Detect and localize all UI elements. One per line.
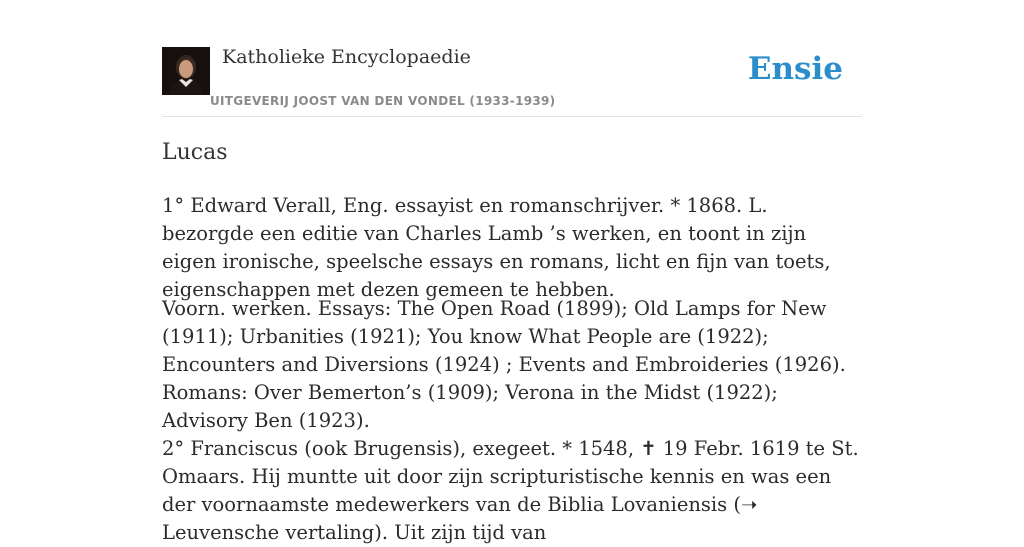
article-paragraph: 2° Franciscus (ook Brugensis), exegeet. * 1548, ✝ 19 Febr. 1619 te St. Omaars. Hij muntte uit door zijn scripturistische kennis en was een der voornaamste medewerkers van de Biblia Lovaniensis (➝ Leuvensche vertaling). Uit zijn tijd van [162,437,859,544]
publication-name[interactable]: Katholieke Encyclopaedie [222,46,471,68]
article-paragraph: Voorn. werken. Essays: The Open Road (1899); Old Lamps for New (1911); Urbanities (1921); You know What People are (1922); Encounters and Diversions (1924) ; Events and Embroideries (1926). Romans: Over Bemerton’s (1909); Verona in the Midst (1922); Advisory Ben (1923). [162,297,846,432]
publisher-name: UITGEVERIJ JOOST VAN DEN VONDEL (1933-1939) [210,94,556,108]
page [162,0,862,544]
article-title: Lucas [162,140,228,165]
publication-avatar[interactable] [162,47,210,95]
article-paragraph: 1° Edward Verall, Eng. essayist en romanschrijver. * 1868. L. bezorgde een editie van Charles Lamb ’s werken, en toont in zijn eigen ironische, speelsche essays en romans, licht en fijn van toets, eigenschappen met dezen gemeen te hebben. [162,194,831,301]
portrait-icon [162,47,210,95]
brand-logo[interactable]: Ensie [747,51,843,87]
site-header [162,0,862,117]
